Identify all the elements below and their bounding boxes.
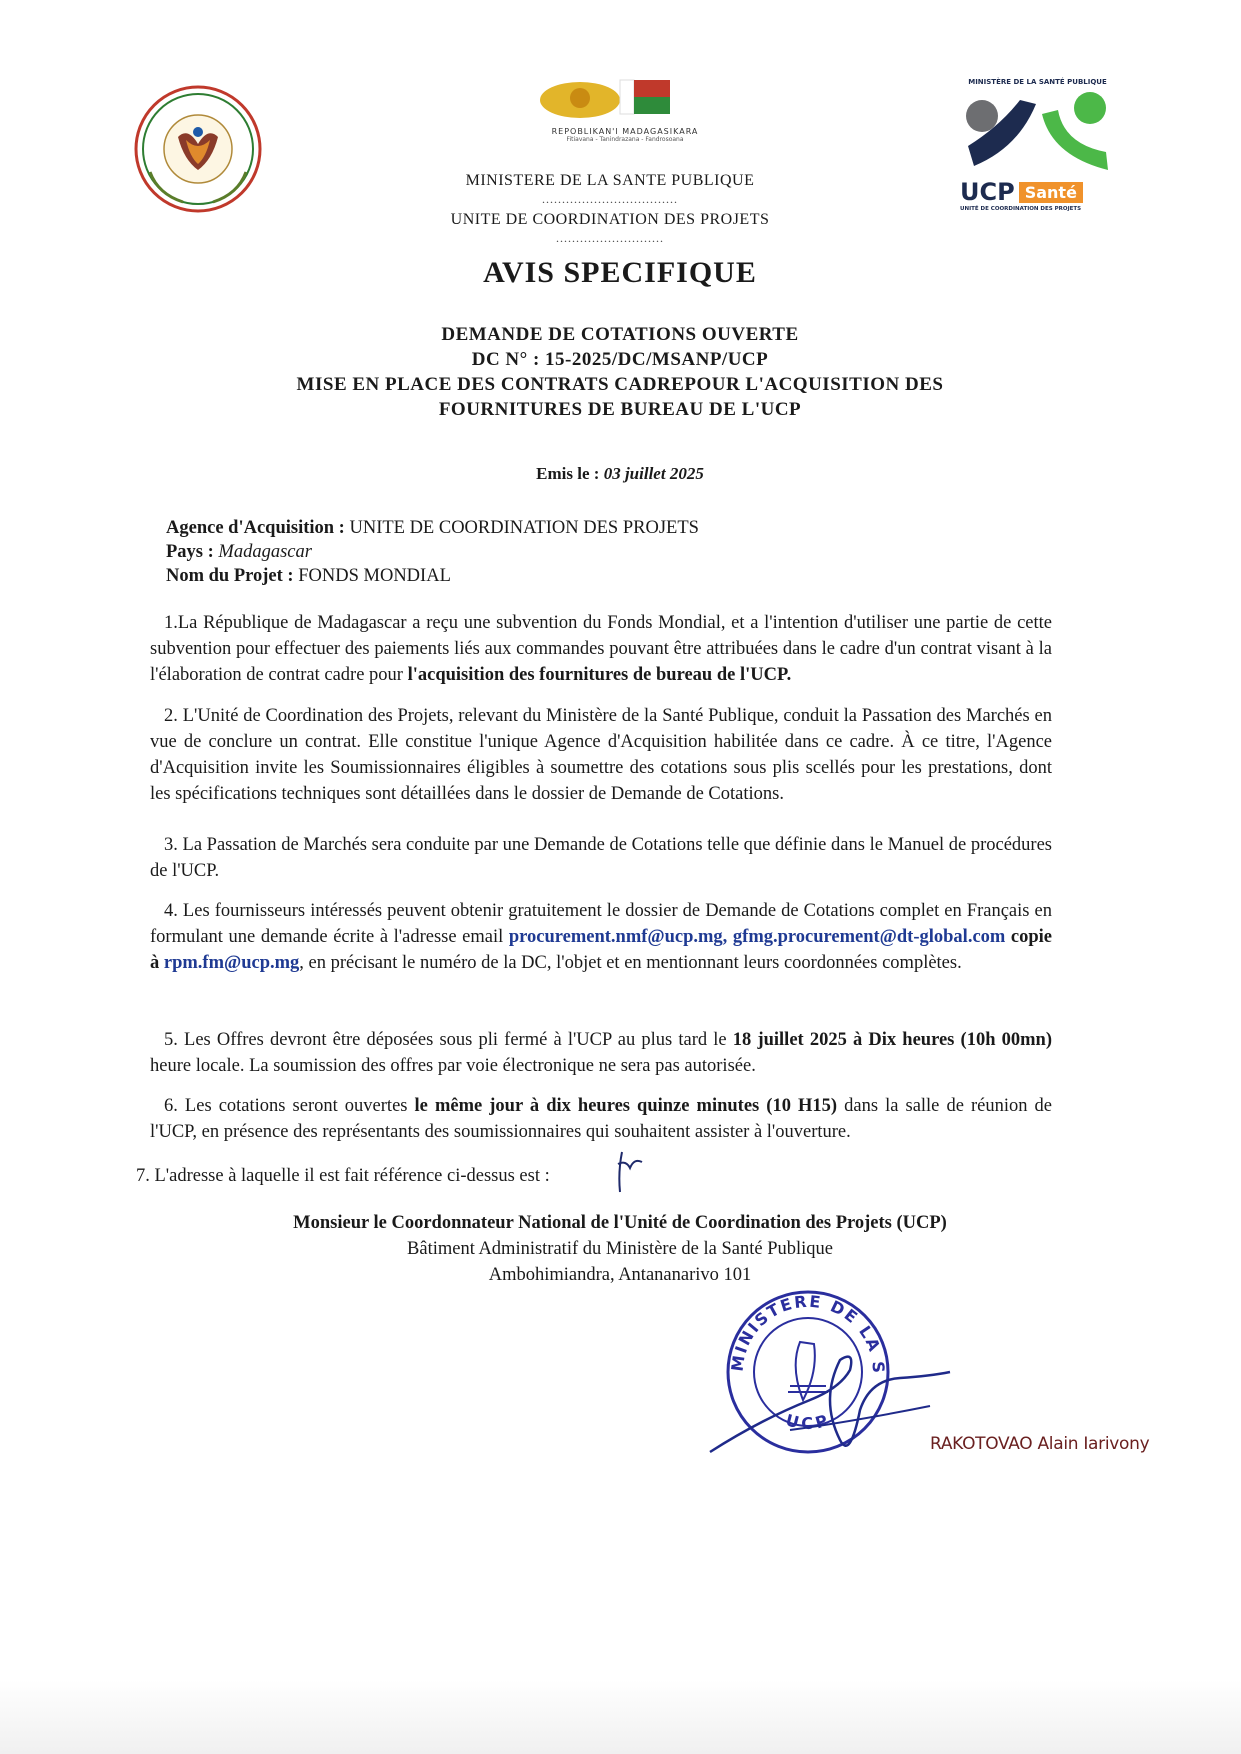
- ucp-logo-top-text: MINISTÈRE DE LA SANTÉ PUBLIQUE: [968, 78, 1107, 86]
- paragraph-3: 3. La Passation de Marchés sera conduite par une Demande de Cotations telle que définie dans le Manuel de procédures de l'UCP.: [150, 835, 1052, 881]
- address-line-1: Monsieur le Coordonnateur National de l'Unité de Coordination des Projets (UCP): [293, 1213, 947, 1233]
- ministry-logo: [128, 82, 268, 217]
- paragraph-6-text-a: 6. Les cotations seront ouvertes: [164, 1096, 415, 1116]
- paragraph-4-text-a: 4. Les fournisseurs intéressés peuvent obtenir gratuitement le dossier de Demande de Cotations complet en Français en formulant une demande écrite à l'adresse email: [150, 901, 1052, 947]
- subtitle-line-3: MISE EN PLACE DES CONTRATS CADREPOUR L'ACQUISITION DES: [296, 374, 944, 395]
- paragraph-2: 2. L'Unité de Coordination des Projets, relevant du Ministère de la Santé Publique, conduit la Passation des Marchés en vue de conclure un contrat. Elle constitue l'unique Agence d'Acquisition habilitée dans ce cadre. À ce titre, l'Agence d'Acquisition invite les Soumissionnaires éligibles à soumettre des cotations sous plis scellés pour les prestations, dont les spécifications techniques sont détaillées dans le dossier de Demande de Cotations.: [150, 706, 1052, 804]
- info-block: [166, 516, 966, 588]
- paragraph-5-bold: 18 juillet 2025 à Dix heures (10h 00mn): [732, 1030, 1052, 1050]
- issued-label: Emis le :: [536, 464, 604, 483]
- page-bottom-shade: [0, 1680, 1241, 1754]
- country-value: Madagascar: [218, 542, 312, 562]
- paragraph-6-bold: le même jour à dix heures quinze minutes (10 H15): [414, 1096, 838, 1116]
- republic-caption: REPOBLIKAN'I MADAGASIKARA: [551, 127, 699, 136]
- republic-motto: Fitiavana - Tanindrazana - Fandrosoana: [566, 136, 684, 143]
- email-gfmg-procurement[interactable]: gfmg.procurement@dt-global.com: [732, 927, 1006, 947]
- initials-mark: [612, 1150, 652, 1199]
- stamp-top-text: MINISTERE DE LA S: [727, 1291, 889, 1376]
- project-value: FONDS MONDIAL: [298, 566, 451, 586]
- ministry-name: MINISTERE DE LA SANTE PUBLIQUE: [465, 172, 755, 189]
- ucp-logo-name: UCP: [960, 178, 1015, 206]
- subtitle-block: [160, 322, 1080, 422]
- paragraph-4: [150, 898, 1052, 976]
- divider-dots: ..................................: [542, 192, 678, 206]
- paragraph-5-text-a: 5. Les Offres devront être déposées sous pli fermé à l'UCP au plus tard le: [164, 1030, 733, 1050]
- document-title: AVIS SPECIFIQUE: [483, 256, 757, 289]
- paragraph-7: 7. L'adresse à laquelle il est fait référence ci-dessus est :: [136, 1166, 550, 1186]
- ucp-sante-logo: [960, 78, 1115, 228]
- divider-dots: ...........................: [556, 231, 664, 245]
- email-rpm-fm[interactable]: rpm.fm@ucp.mg: [163, 953, 300, 973]
- address-line-3: Ambohimiandra, Antananarivo 101: [488, 1265, 752, 1285]
- issued-date-value: 03 juillet 2025: [603, 464, 704, 483]
- agency-label: Agence d'Acquisition :: [166, 518, 350, 538]
- stamp-bottom-text: UCP: [783, 1409, 834, 1433]
- republic-emblem: [485, 68, 765, 148]
- subtitle-line-1: DEMANDE DE COTATIONS OUVERTE: [441, 324, 799, 345]
- paragraph-5-text-b: heure locale. La soumission des offres par voie électronique ne sera pas autorisée.: [150, 1056, 756, 1076]
- subtitle-line-2: DC N° : 15-2025/DC/MSANP/UCP: [471, 349, 769, 370]
- paragraph-6-text-b: dans la salle de réunion de l'UCP, en présence des représentants des soumissionnaires qui souhaitent assister à l'ouverture.: [150, 1096, 1052, 1142]
- paragraph-6: [150, 1093, 1052, 1145]
- paragraph-4-text-b: copie à: [150, 927, 1053, 973]
- paragraph-1: [150, 610, 1052, 688]
- signature: [700, 1330, 960, 1470]
- issued-date: [400, 464, 840, 484]
- paragraph-5: [150, 1027, 1052, 1079]
- address-line-2: Bâtiment Administratif du Ministère de la Santé Publique: [407, 1239, 833, 1259]
- project-label: Nom du Projet :: [166, 566, 299, 586]
- paragraph-4-text-c: , en précisant le numéro de la DC, l'objet et en mentionnant leurs coordonnées complètes.: [299, 953, 962, 973]
- ucp-logo-sante: Santé: [1019, 182, 1083, 203]
- address-block: [200, 1210, 1040, 1288]
- signatory-name: RAKOTOVAO Alain Iarivony: [930, 1434, 1150, 1454]
- subtitle-line-4: FOURNITURES DE BUREAU DE L'UCP: [438, 399, 802, 420]
- email-procurement-nmf[interactable]: procurement.nmf@ucp.mg,: [508, 927, 728, 947]
- country-label: Pays :: [166, 542, 219, 562]
- paragraph-1-text: 1.La République de Madagascar a reçu une subvention du Fonds Mondial, et a l'intention d'utiliser une partie de cette subvention pour effectuer des paiements liés aux commandes pouvant être attribuées dans le cadre d'un contrat visant à la l'élaboration de contrat cadre pour: [150, 613, 1052, 685]
- unit-name: UNITE DE COORDINATION DES PROJETS: [450, 211, 770, 228]
- agency-value: UNITE DE COORDINATION DES PROJETS: [349, 518, 699, 538]
- paragraph-1-bold: l'acquisition des fournitures de bureau de l'UCP.: [407, 665, 792, 685]
- ucp-logo-bottom-text: UNITÉ DE COORDINATION DES PROJETS: [960, 206, 1082, 212]
